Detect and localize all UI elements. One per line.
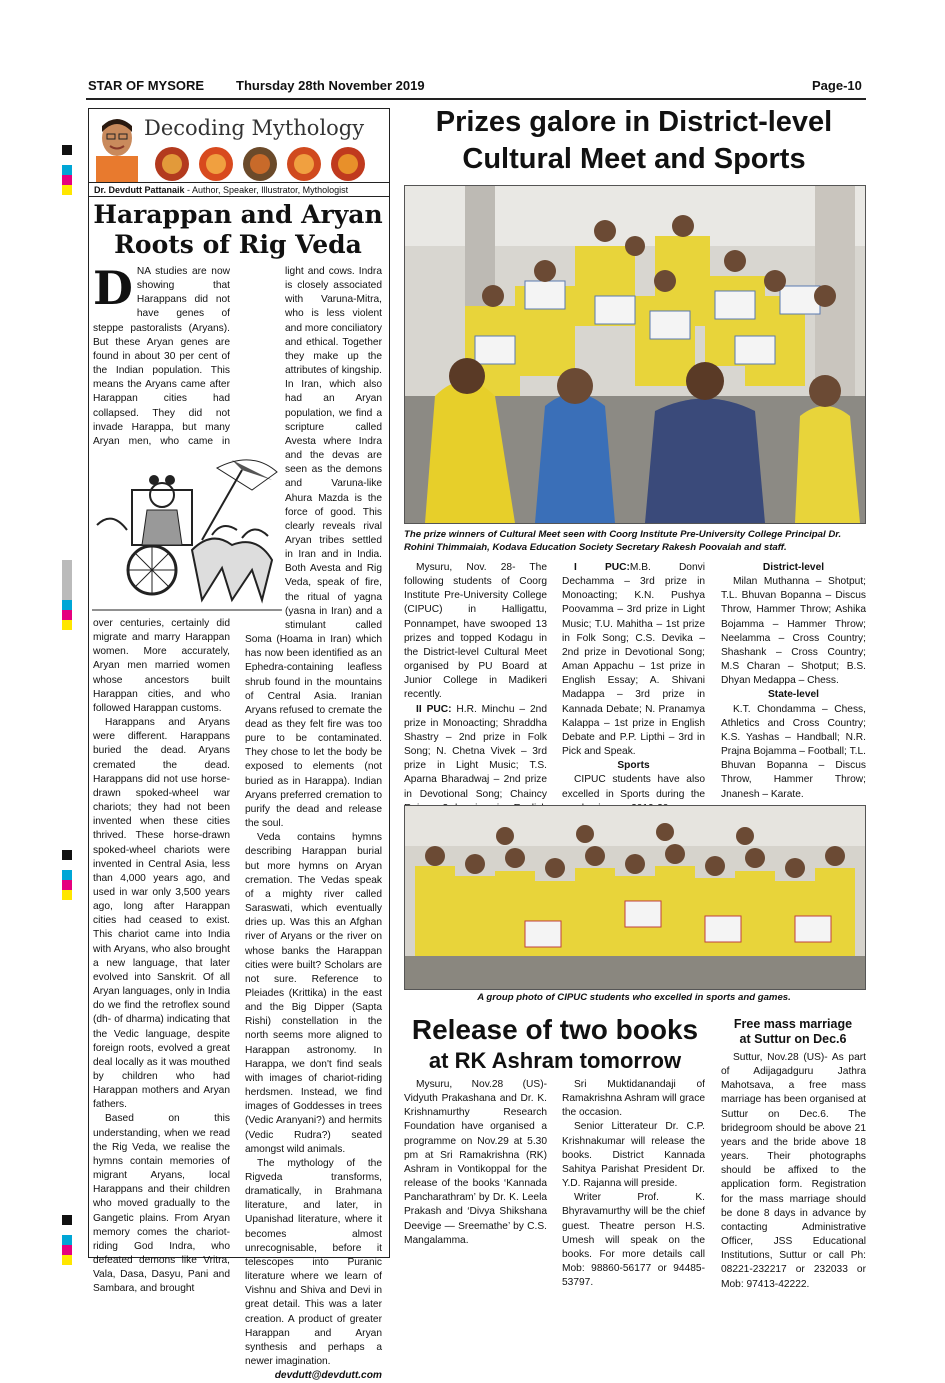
sports-group-caption: A group photo of CIPUC students who excelled in sports and games. <box>477 992 791 1003</box>
prizes-text-col3 <box>721 561 866 802</box>
district-heading: District-level <box>762 562 825 573</box>
column-para-4: light and cows. Indra is closely associated with Varuna-Mitra, who is less violent and more conciliatory and ethical. Together they make up the attributes of kingship. In Iran, which also had an Aryan population, we find a scripture called Avesta where Indra and the devas are seen as the demons and Varuna-like Ahura Mazda is the force of good. This clearly reveals rival Aryan tribes settled in Iran and in India. Both Avesta and Rig Veda, speak of fire, the ritual of yagna (yasna in Iran) and a stimulant called Soma (Hoama in Iran) which has now been identified as an Ephedra-containing leafless shrub found in the mountains of Central Asia. Iranian Aryans refused to cremate the dead as they felt fire was too pure to be contaminated. They chose to let the body be exposed to elements (not buried as in Harappa). Indian Aryans preferred cremation to purify the dead and release the soul. <box>245 266 382 830</box>
byline-rule <box>88 196 390 197</box>
marriage-headline-line2: at Suttur on Dec.6 <box>739 1032 847 1046</box>
sports-group-photo <box>404 805 866 990</box>
illustration-wrap-spacer <box>245 265 285 620</box>
ii-puc-label: II PUC: <box>416 703 452 715</box>
books-text-col2 <box>562 1078 705 1290</box>
column-text-left-top <box>93 261 230 463</box>
marriage-headline-line1: Free mass marriage <box>733 1017 853 1031</box>
cultural-meet-caption: The prize winners of Cultural Meet seen with Coorg Institute Pre-University College Principal Dr. Rohini Thimmaiah, Kodava Education Society Secretary Rakesh Poovaiah and staff. <box>404 529 842 553</box>
column-para-5: Veda contains hymns describing Harappan burial but more hymns on Aryan cremation. The Vedas speak of a mighty river called Saraswati, which eventually dries up. Was this an Afghan river of Aryans or the river on whose banks the Harappan cities were built? Scholars are not sure. Reference to Pleiades (Krittika) in the east and the Big Dipper (Sapta Rishi) constellation in the north seems more aligned to Harappan astronomy. In Harappa, we don't find seals with images of chariot-riding herdsmen. Instead, we find images of Goddesses in trees (Vedic Aranyani?) and hermits (Vedic Rudra?) seated amongst wild animals. <box>245 832 382 1155</box>
state-list: K.T. Chondamma – Chess, Athletics and Cross Country; K.S. Yashas – Handball; N.R. Prajna Bojamma – Football; T.L. Bhuvan Bopanna – Discus Throw, Hammer Throw; Jnanesh – Karate. <box>721 703 866 800</box>
header-rule <box>86 98 866 100</box>
column-para-3: Based on this understanding, when we read the Rig Veda, we realise the hymns contain memories of migrant Aryans, local Harappans and their children who moved gradually to the Gangetic plains. From Aryan memory comes the chariot-riding God Indra, who defeated demons like Vritra, Vala, Dasa, Dasyu, Pani and Sambara, and brought <box>93 1113 230 1295</box>
column-para-2: Harappans and Aryans were different. Harappans buried the dead. Aryans cremated the dead. Harappans did not use horse-drawn spoked-wheel war chariots; they had not been invented when these cities thrived. These horse-drawn spoked-wheel chariots were invented in Central Asia, less than 4,000 years ago, and used in war only 3,500 years ago, long after Harappan cities had ceased to exist. This chariot came into India with Aryans, who also brought a new language, that later evolved into Sanskrit. Of all Aryan languages, only in India do we find the retroflex sound (dh- of dharma) indicating that the Vedic language, despite foreign roots, evolved a great deal locally as it was mouthed by children who had Harappan mothers and Aryan fathers. <box>93 717 230 1111</box>
column-brand: Decoding Mythology <box>144 116 365 140</box>
books-headline-line2: at RK Ashram tomorrow <box>428 1048 682 1073</box>
i-puc-label: I PUC: <box>574 562 630 573</box>
marriage-body: Suttur, Nov.28 (US)- As part of Adijagadguru Jathra Mahotsava, a free mass marriage has been organised at Suttur on Dec.6. The bridegroom should be above 21 years and the bride above 18 years. Their photographs should be affixed to the application form. Registration for the mass marriage should be done 8 days in advance by contacting Administrative Officer, JSS Educational Institutions, Suttur or call Ph: 08221-232217 or 232033 or Mob: 97413-42222. <box>721 1052 866 1290</box>
prizes-headline-line2: Cultural Meet and Sports <box>462 143 806 175</box>
author-name: Dr. Devdutt Pattanaik <box>94 185 185 195</box>
district-list: Milan Muthanna – Shotput; T.L. Bhuvan Bopanna – Discus Throw, Hammer Throw; Ashika Bojamma – Hammer Throw; Neelamma – Cross Country; Shashank – Cross Country; M.S Charan – Shotput; B.S. Dhyan Medappa – Chess. <box>721 576 866 687</box>
dropcap: D <box>93 261 133 315</box>
prizes-text-col1 <box>404 561 547 830</box>
marriage-text <box>721 1051 866 1292</box>
registration-mark <box>62 560 72 630</box>
books-para-1: Mysuru, Nov.28 (US)- Vidyuth Prakashana and Dr. K. Krishnamurthy Research Foundation have organised a programme on Nov.29 at 5.30 pm at Sri Ramakrishna (RK) Ashram in Vontikoppal for the release of the books ‘Kannada Pancharathram’ by Dr. K. Leela Prakash and ‘Divya Shikshana Deevige — Sreemathe’ by C.S. Mangalamma. <box>404 1079 547 1246</box>
registration-mark <box>62 145 72 195</box>
marriage-headline <box>718 1017 868 1047</box>
column-title: Harappan and Aryan Roots of Rig Veda <box>93 200 383 259</box>
registration-mark <box>62 850 72 900</box>
column-para-1: NA studies are now showing that Harappans did not have genes of steppe pastoralists (Aryans). But these Aryan genes are found in about 30 per cent of the Indian population. This means the Aryans came after Harappan cities had collapsed. They did not invade Harappa, but many Aryan men, who came in <box>93 266 230 447</box>
author-email: devdutt@devdutt.com <box>274 1370 382 1382</box>
prizes-text-col2 <box>562 561 705 816</box>
ii-puc-list: H.R. Minchu – 2nd prize in Monoacting; Shraddha Shastry – 2nd prize in Folk Song; N. Chetna Vivek – 3rd prize in Light Music; T.S. Aparna Bharadwaj – 2nd prize in Devotional Song; Chaincy <box>404 703 547 800</box>
books-para-4: Writer Prof. K. Bhyravamurthy will be the chief guest. Theatre person H.S. Umesh will speak on the books. For more details call Mob: 98860-56177 or 94485-53797. <box>562 1192 705 1289</box>
cultural-meet-photo <box>404 185 866 524</box>
newspaper-name: STAR OF MYSORE <box>88 78 205 93</box>
column-byline <box>94 185 348 195</box>
prizes-headline <box>400 104 868 178</box>
page-number: Page-10 <box>812 78 862 93</box>
column-para-1-cont: over centuries, certainly did migrate and marry Harappan women. More accurately, Aryan men married women whose ancestors built Harappan cities, and who followed Harappan customs. <box>93 618 230 714</box>
sports-heading: Sports <box>617 760 650 772</box>
i-puc-list: M.B. Donvi Dechamma – 3rd prize in Monoacting; K.N. Pushya Poovamma – 3rd prize in Light Music; T.U. Mahitha – 1st prize in Folk Song; C.S. Devika – 2nd prize in Devotional Song; Aman Appachu – 1st prize in English Essay; A. Shivani Madappa – 3rd prize in Kannada Debate; N. Pranamya Kalappa – 1st prize in English Debate and P.P. Lipthi – 3rd in Pick and Speak. <box>562 562 705 758</box>
registration-mark <box>62 1215 72 1265</box>
issue-date: Thursday 28th November 2019 <box>236 78 425 93</box>
books-headline <box>402 1013 708 1075</box>
books-headline-line1: Release of two books <box>411 1014 699 1045</box>
column-text-right <box>245 265 382 1383</box>
author-portrait <box>94 112 140 182</box>
column-text-left-bottom <box>93 617 230 1297</box>
prizes-headline-line1: Prizes galore in District-level <box>435 106 833 138</box>
sports-text: CIPUC students have also excelled in Sports during the <box>562 774 705 800</box>
books-text-col1 <box>404 1078 547 1248</box>
author-role: - Author, Speaker, Illustrator, Mythologist <box>184 185 349 195</box>
books-para-3: Senior Litterateur Dr. C.P. Krishnakumar will release the books. District Kannada Sahitya Parishat President Dr. Y.D. Rajanna will preside. <box>562 1121 705 1190</box>
state-heading: State-level <box>768 689 819 701</box>
deity-icons <box>154 146 374 187</box>
prizes-intro: Mysuru, Nov. 28- The following students of Coorg Institute Pre-University College (CIPUC) in Halligattu, Ponnampet, have swooped 13 prizes and topped Kodagu in the District-level Cultural Meet organised by PU Board at Junior College in Madikeri recently. <box>404 562 547 701</box>
byline-rule <box>88 182 390 183</box>
books-para-2: Sri Muktidanandaji of Ramakrishna Ashram will grace the occasion. <box>562 1079 705 1119</box>
column-para-6: The mythology of the Rigveda transforms, dramatically, in Brahmana literature, and later, in Upanishad literature, where it becomes almost unrecognisable, before it telescopes into Puranic literature where we learn of Vishnu and Shiva and Devi in great detail. This was a later creation. A product of greater Harappan and Aryan synthesis and perhaps a newer imagination. <box>245 1157 382 1368</box>
